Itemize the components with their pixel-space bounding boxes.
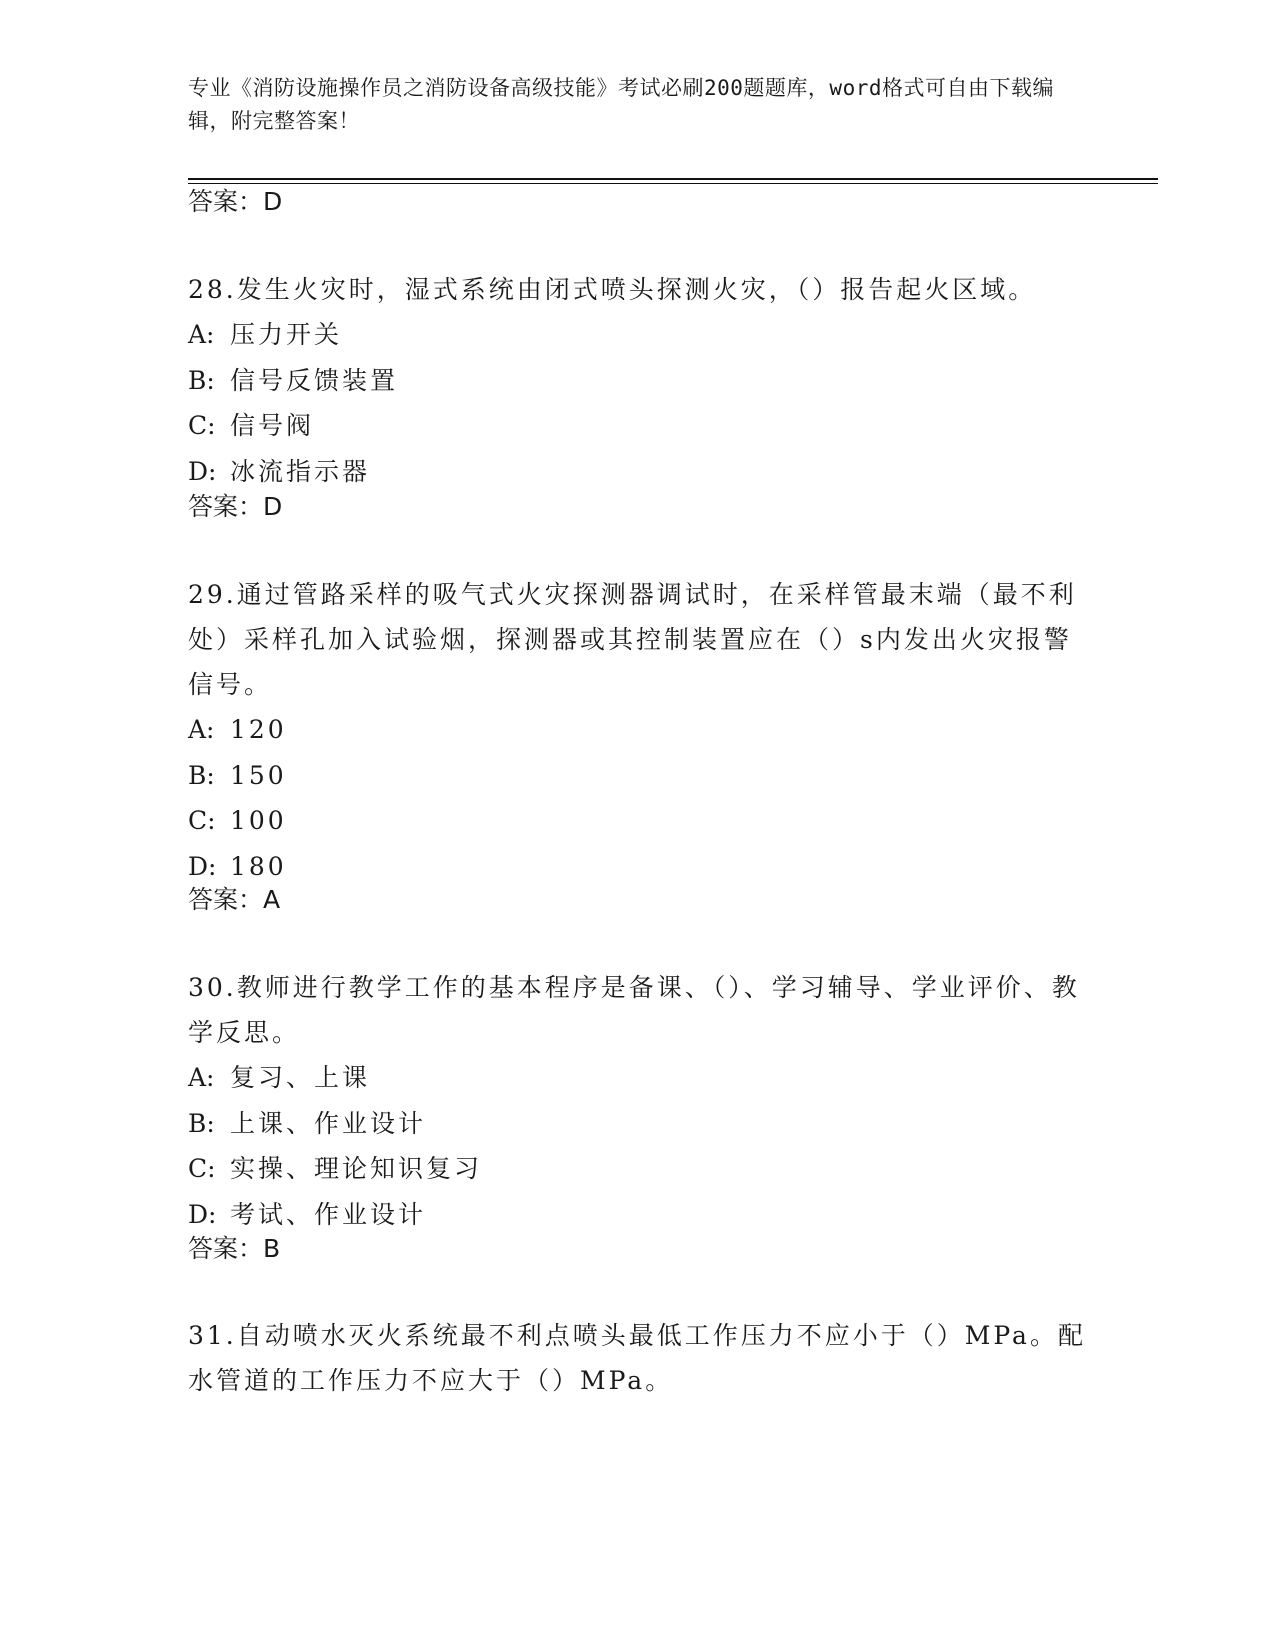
question-text: 31.自动喷水灭火系统最不利点喷头最低工作压力不应小于（）MPa。配水管道的工作压力不应大于（）MPa。	[188, 1321, 1086, 1395]
question-text: 29.通过管路采样的吸气式火灾探测器调试时，在采样管最末端（最不利处）采样孔加入试验烟，探测器或其控制装置应在（）s内发出火灾报警信号。	[188, 580, 1077, 699]
option-text: 180	[230, 851, 287, 881]
option-key: D:	[188, 1199, 217, 1229]
option-c	[188, 1146, 1088, 1192]
option-a	[188, 312, 1088, 358]
option-text: 上课、作业设计	[230, 1108, 427, 1138]
option-a	[188, 1055, 1088, 1101]
option-key: B:	[188, 1108, 215, 1138]
option-text: 150	[230, 760, 287, 790]
option-key: D:	[188, 456, 217, 486]
option-key: A:	[188, 715, 215, 744]
option-text: 100	[230, 806, 287, 835]
option-text: 120	[230, 715, 287, 744]
answer-line: 答案：D	[188, 187, 283, 216]
document-header: 专业《消防设施操作员之消防设备高级技能》考试必刷200题题库，word格式可自由下载编辑，附完整答案！	[188, 76, 1054, 133]
answer-line: 答案：B	[188, 1234, 281, 1263]
option-text: 考试、作业设计	[230, 1199, 427, 1229]
option-b	[188, 1101, 1088, 1147]
option-text: 信号阀	[230, 411, 315, 440]
question-29	[188, 572, 1088, 889]
option-b	[188, 753, 1088, 799]
option-b	[188, 358, 1088, 404]
option-key: B:	[188, 760, 215, 790]
option-c	[188, 798, 1088, 844]
option-key: A:	[188, 1063, 215, 1092]
option-key: B:	[188, 365, 215, 395]
option-key: C:	[188, 1154, 216, 1183]
question-text: 28.发生火灾时，湿式系统由闭式喷头探测火灾，（）报告起火区域。	[188, 275, 1037, 304]
option-a	[188, 707, 1088, 753]
question-text: 30.教师进行教学工作的基本程序是备课、（）、学习辅导、学业评价、教学反思。	[188, 973, 1080, 1047]
option-key: A:	[188, 320, 215, 349]
header-divider	[188, 178, 1158, 180]
question-31	[188, 1313, 1088, 1403]
option-key: D:	[188, 851, 217, 881]
option-text: 复习、上课	[230, 1063, 371, 1092]
option-text: 信号反馈装置	[230, 365, 399, 395]
header-divider-thin	[188, 183, 1158, 184]
answer-line: 答案：D	[188, 492, 283, 521]
option-d	[188, 449, 1088, 495]
question-30	[188, 965, 1088, 1237]
option-key: C:	[188, 411, 216, 440]
option-c	[188, 403, 1088, 449]
option-key: C:	[188, 806, 216, 835]
option-text: 压力开关	[230, 320, 343, 349]
option-d	[188, 1192, 1088, 1238]
question-28	[188, 267, 1088, 494]
answer-line: 答案：A	[188, 885, 281, 914]
option-d	[188, 844, 1088, 890]
option-text: 实操、理论知识复习	[230, 1154, 483, 1183]
option-text: 冰流指示器	[230, 456, 371, 486]
